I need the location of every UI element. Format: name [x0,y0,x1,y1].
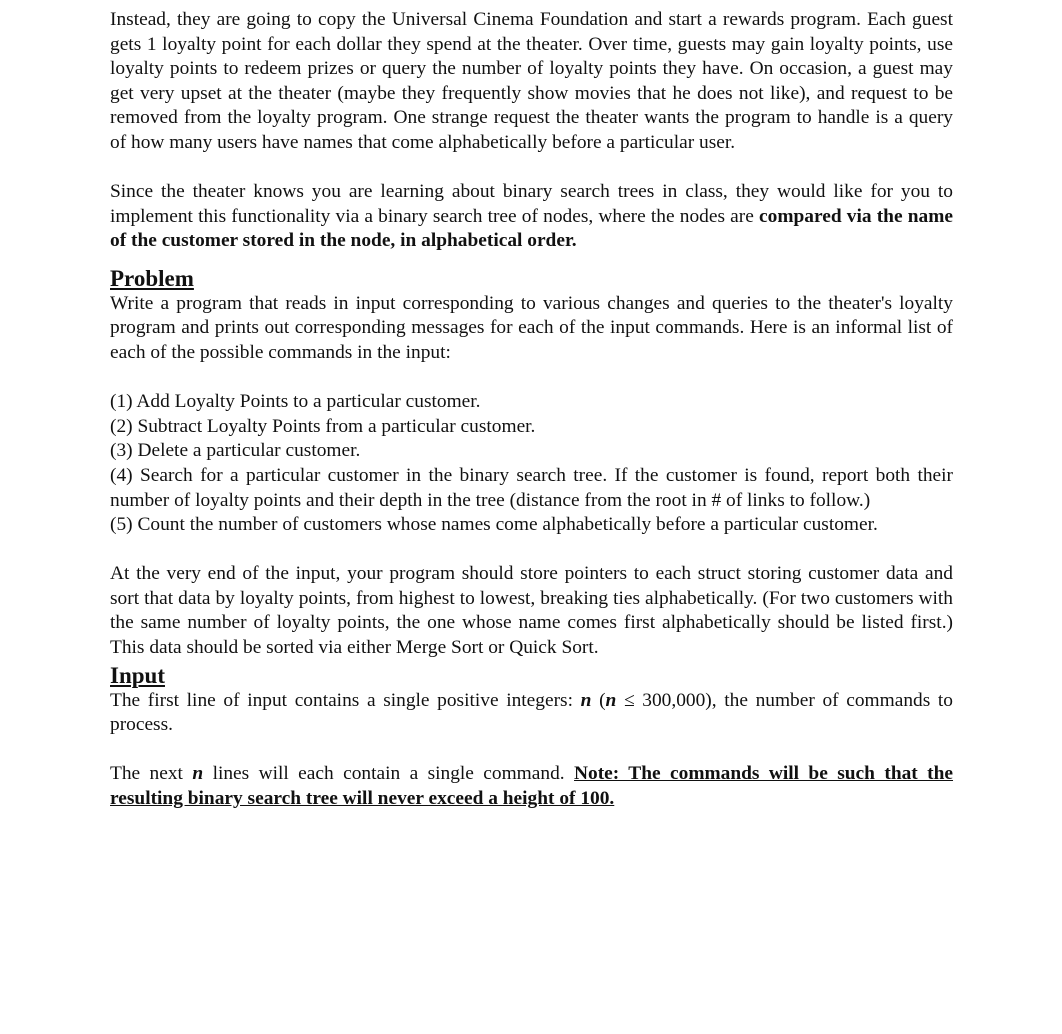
problem-heading: Problem [110,265,194,291]
input-heading: Input [110,662,165,688]
input-p1-var-n: n [580,689,592,711]
command-item-5: (5) Count the number of customers whose names come alphabetically before a particular customer. [110,514,878,536]
input-p1-text-c: ≤ 300,000), the number of commands to process. [110,689,953,736]
intro-paragraph-2 [110,180,953,254]
command-item-1: (1) Add Loyalty Points to a particular customer. [110,391,481,413]
input-paragraph-2 [110,762,953,811]
intro-paragraph-2-text: Since the theater knows you are learning about binary search trees in class, they would like for you to implement this functionality via a binary search tree of nodes, where the nodes are [110,181,953,227]
input-p1-text-a: The first line of input contains a single positive integers: [110,689,581,711]
input-p1-text-b: ( [591,689,606,711]
document-page [110,8,953,811]
problem-paragraph-2: At the very end of the input, your program should store pointers to each struct storing customer data and sort that data by loyalty points, from highest to lowest, breaking ties alphabetically. (For two customers with the same number of loyalty points, the one whose name comes first alphabetically should be listed first.) This data should be sorted via either Merge Sort or Quick Sort. [110,563,953,658]
input-p1-var-n-2: n [605,689,617,711]
command-item-3: (3) Delete a particular customer. [110,440,361,462]
input-paragraph-1 [110,689,953,738]
intro-paragraph-2-bold: compared via the name of the customer stored in the node, in alphabetical order. [110,205,953,252]
command-item-4: (4) Search for a particular customer in the binary search tree. If the customer is found, report both their number of loyalty points and their depth in the tree (distance from the root in # of links to follow.) [110,464,953,511]
input-p2-var-n: n [192,763,204,785]
input-p2-text-b: lines will each contain a single command. [203,763,575,785]
input-p2-text-a: The next [110,763,193,785]
intro-paragraph-1: Instead, they are going to copy the Universal Cinema Foundation and start a rewards program. Each guest gets 1 loyalty point for each dollar they spend at the theater. Over time, guests may gain loyalty points, use loyalty points to redeem prizes or query the number of loyalty points they have. On occasion, a guest may get very upset at the theater (maybe they frequently show movies that he does not like), and request to be removed from the loyalty program. One strange request the theater wants the program to handle is a query of how many users have names that come alphabetically before a particular user. [110,9,953,153]
command-item-2: (2) Subtract Loyalty Points from a particular customer. [110,415,536,437]
problem-paragraph-1: Write a program that reads in input corresponding to various changes and queries to the theater's loyalty program and prints out corresponding messages for each of the input commands. Here is an informal list of each of the possible commands in the input: [110,292,953,364]
input-note: Note: The commands will be such that the resulting binary search tree will never exceed a height of 100. [110,763,954,809]
